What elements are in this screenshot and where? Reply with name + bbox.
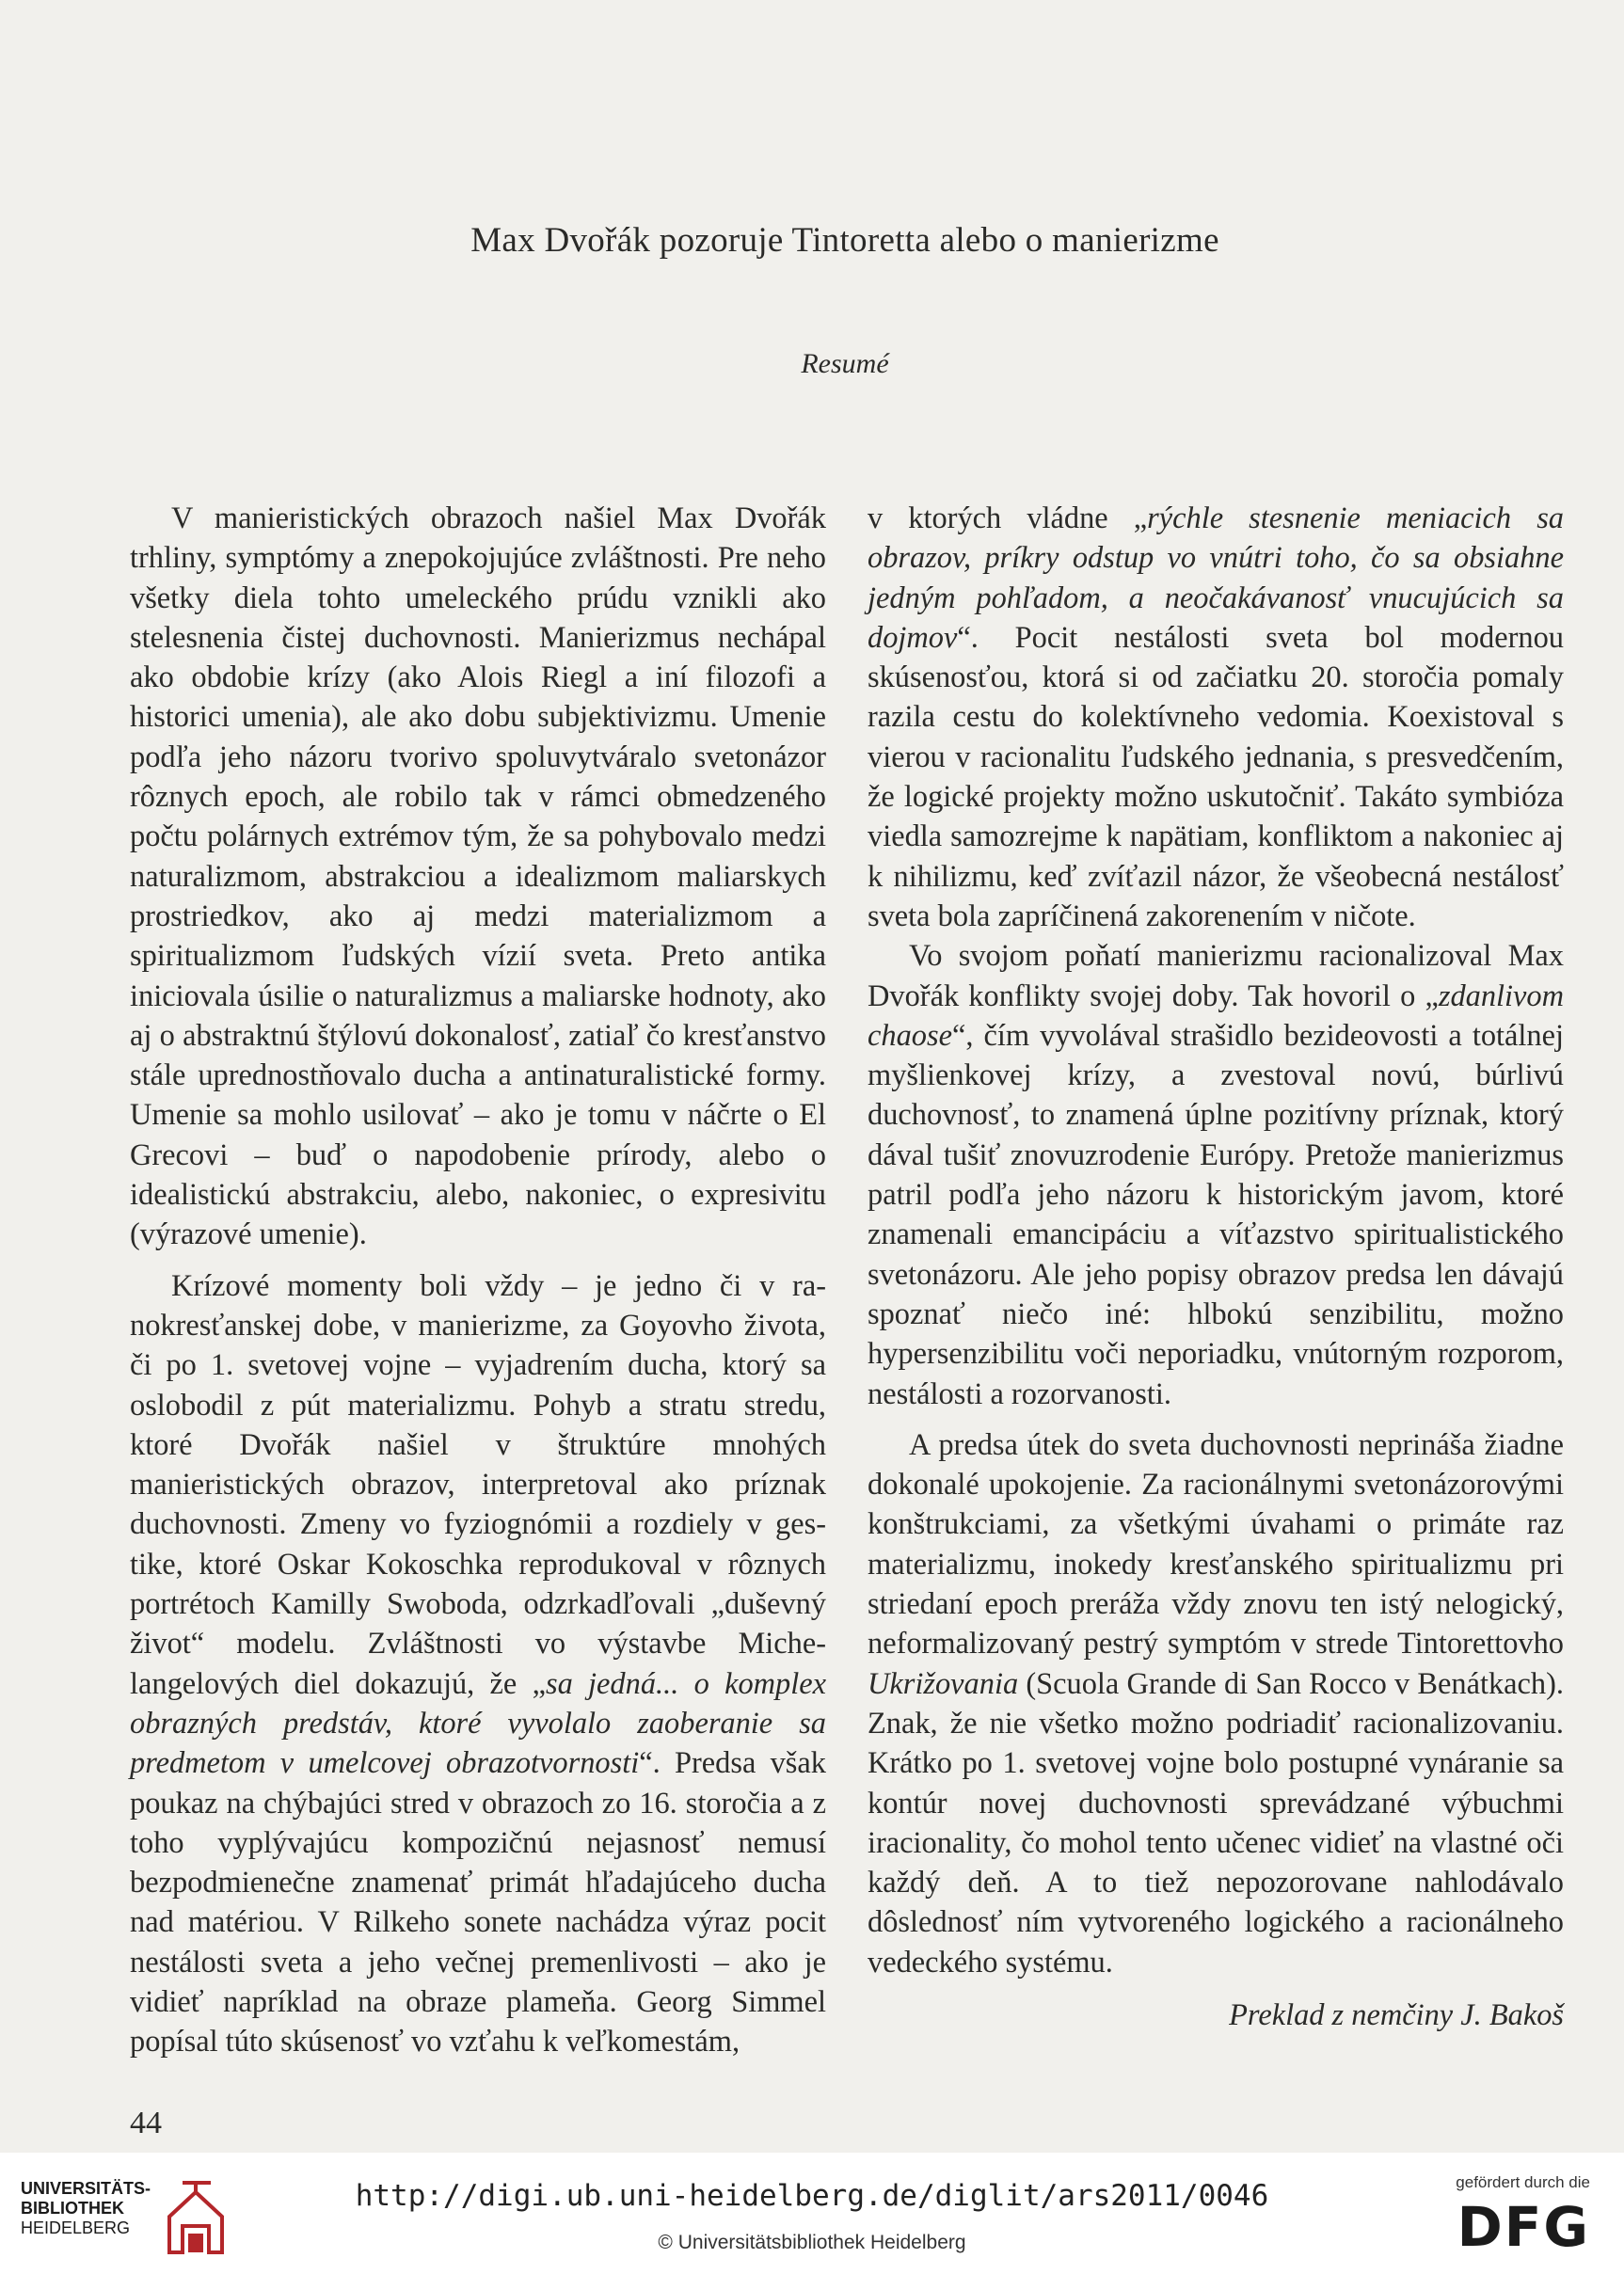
left-column bbox=[130, 499, 826, 2062]
right-paragraph-3-title: Ukrižovania bbox=[868, 1666, 1019, 1701]
right-paragraph-2 bbox=[868, 936, 1564, 1414]
right-paragraph-1-quote: rýchle stesnenie meniacich sa obrazov, príkry odstup vo vnútri toho, čo sa obsiahne jedným pohľadom, a neočakávanosť vnucujúcich sa dojmov bbox=[868, 501, 1564, 655]
copyright-notice: © Universitätsbibliothek Heidelberg bbox=[658, 2232, 966, 2253]
left-paragraph-2-quote: sa jedná... o komplex obrazných predstáv, ktoré vyvolalo zaoberanie sa predmetom v umelcovej obrazotvornosti bbox=[130, 1666, 826, 1781]
right-paragraph-1-text-a: v ktorých vládne „ bbox=[868, 501, 1148, 535]
library-name-line-2: BIBLIOTHEK bbox=[21, 2199, 124, 2218]
article-title: Max Dvořák pozoruje Tintoretta alebo o manierizme bbox=[470, 221, 1219, 260]
permalink-url[interactable]: http://digi.ub.uni-heidelberg.de/diglit/ars2011/0046 bbox=[355, 2179, 1269, 2213]
right-paragraph-1 bbox=[868, 499, 1564, 936]
left-paragraph-1: V manieristických obrazoch našiel Max Dvořák trhliny, symptómy a znepokojujúce zvláštnosti. Pre neho všetky diela tohto umeleckého prúdu vznikli ako stelesnenia čistej duchovnosti. Manierizmus nechápal ako obdobie krízy (ako Alois Riegl a iní filozofi a historici umenia), ale ako dobu subjektivizmu. Umenie podľa jeho názoru tvorivo spoluvytváralo svetonázor rôznych epoch, ale robilo tak v rámci obmedzeného počtu polárnych extrémov tým, že sa pohybovalo medzi naturalizmom, abstrakciou a idealizmom maliarskych prostriedkov, ako aj medzi materializmom a spiritualizmom ľudských vízií sveta. Preto antika iniciovala úsilie o naturalizmus a maliarske hodnoty, ako aj o abstraktnú štýlovú dokonalosť, zatiaľ čo kresťanstvo stále uprednostňovalo ducha a antinaturalistické formy. Umenie sa mohlo usilovať – ako je tomu v náčrte o El Grecovi – buď o napodobenie prírody, alebo o idealistickú abstrakciu, alebo, nakoniec, o expresivitu (výrazové umenie). bbox=[130, 501, 826, 1252]
right-paragraph-3-text-a: A predsa útek do sveta duchovnosti neprináša žiadne dokonalé upokojenie. Za racionálnymi svetonázorovými konštrukciami, za všetkými úvahami o primáte raz materializmu, inokedy kresťanského spiritualizmu pri striedaní epoch preráža vždy znovu ten istý nelogický, neformalizovaný pestrý symptóm v strede Tintorettovho bbox=[868, 1427, 1564, 1662]
right-paragraph-2-quote: zdanlivom chaose bbox=[868, 978, 1564, 1053]
library-name-line-3: HEIDELBERG bbox=[21, 2218, 131, 2237]
funding-label: gefördert durch die bbox=[1456, 2173, 1590, 2191]
left-paragraph-2-text-b: “. Predsa však poukaz na chýbajúci stred v obrazoch zo 16. storočia a z toho vyplývajúcu kompozičnú nejasnosť nemusí bezpodmienečne znamenať primát hľadajúceho ducha nad matériou. V Rilkeho sonete nachádza výraz pocit nestálosti sveta a jeho večnej premenlivosti – ako je vidieť napríklad na obraze plameňa. Georg Simmel popísal túto skúsenosť vo vzťahu k veľkomestám, bbox=[130, 1746, 826, 2059]
funding-logo[interactable] bbox=[1430, 2173, 1590, 2259]
section-heading-resume: Resumé bbox=[801, 348, 889, 379]
dfg-logo: DFG bbox=[1457, 2195, 1590, 2259]
right-paragraph-3 bbox=[868, 1425, 1564, 1982]
left-paragraph-2 bbox=[130, 1266, 826, 2062]
right-paragraph-3-text-b: (Scuola Grande di San Rocco v Benátkach). Znak, že nie všetko možno podriadiť racionalizovaniu. Krátko po 1. svetovej vojne bolo postupné vynáranie sa kontúr novej duchovnosti sprevádzané výbuchmi iracionality, čo mohol tento učenec vidieť na vlastné oči každý deň. A to tiež nepozorovane nahlodávalo dôslednosť ním vytvoreného logického a racionálneho vedeckého systému. bbox=[868, 1666, 1564, 1980]
right-paragraph-1-text-b: “. Pocit nestálosti sveta bol modernou skúsenosťou, ktorá si od začiatku 20. storočia pomaly razila cestu do kolektívneho vedomia. Koexistoval s vierou v racionalitu ľudského jednania, s presvedčením, že logické projekty možno uskutočniť. Takáto symbióza viedla samozrejme k napätiam, konfliktom a nakoniec aj k nihilizmu, keď zvíťazil názor, že všeobecná nestálosť sveta bola zapríčinená zakorenením v ničote. bbox=[868, 620, 1564, 933]
right-paragraph-2-text-a: Vo svojom poňatí manierizmu racionalizoval Max Dvořák konflikty svojej doby. Tak hovoril o „ bbox=[868, 939, 1564, 1013]
page-number: 44 bbox=[130, 2106, 162, 2140]
translator-signature: Preklad z nemčiny J. Bakoš bbox=[1229, 1997, 1564, 2032]
right-paragraph-2-text-b: “, čím vyvolával strašidlo bezideovosti a totálnej myšlienkovej krízy, a zvestoval novú, búrlivú duchovnosť, to znamená úplne pozitívny príznak, ktorý dával tušiť znovuzrodenie Európy. Pretože manierizmus patril podľa jeho názoru k historickým javom, ktoré znamenali emancipáciu a víťazstvo spiritualistického svetonázoru. Ale jeho popisy obrazov predsa len dávajú spoznať niečo iné: hlbokú senzibilitu, možno hypersenzibilitu voči neporiadku, vnútorným rozporom, nestálosti a rozorvanosti. bbox=[868, 1018, 1564, 1411]
left-paragraph-2-text-a: Krízové momenty boli vždy – je jedno či v ranokresťanskej dobe, v manierizme, za Goyovho života, či po 1. svetovej vojne – vyjadrením ducha, ktorý sa oslobodil z pút materializmu. Pohyb a stratu stredu, ktoré Dvořák našiel v štruktúre mnohých manieristických obrazov, interpretoval ako príznak duchovnosti. Zmeny vo fyziognómii a rozdiely v gestike, ktoré Oskar Kokoschka reprodukoval v rôznych portrétoch Kamilly Swoboda, odzrkadľovali „duševný život“ modelu. Zvláštnosti vo výstavbe Michelangelových diel dokazujú, že „ bbox=[130, 1268, 826, 1701]
library-name-line-1: UNIVERSITÄTS- bbox=[21, 2179, 151, 2198]
footer-bar bbox=[0, 2153, 1624, 2290]
right-column bbox=[868, 499, 1564, 2035]
